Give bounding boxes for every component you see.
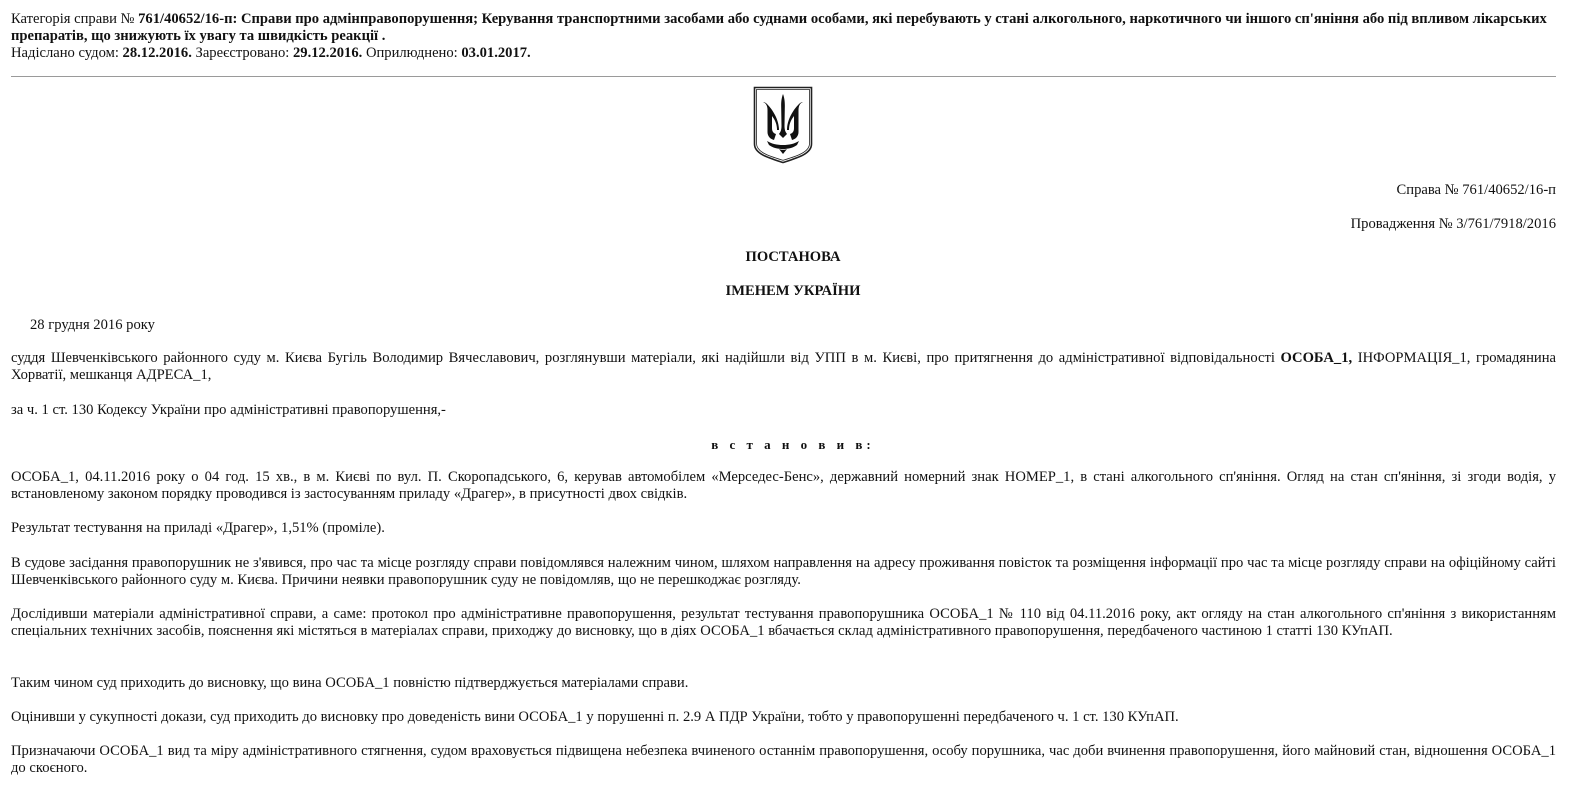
sent-label: Надіслано судом:	[11, 45, 123, 61]
paragraph: Таким чином суд приходить до висновку, що вина ОСОБА_1 повністю підтверджується матеріалами справи.	[11, 675, 689, 691]
paragraph: В судове засідання правопорушник не з'явився, про час та місце розгляду справи повідомлявся належним чином, шляхом направлення на адресу проживання повісток та розміщення інформації про час та місце розгляду справи на офіційному сайті Шевченківського районного суду м. Києва. Причини неявки правопорушник суду не повідомляв, що не перешкоджає розгляду.	[11, 555, 1556, 588]
document-header	[11, 11, 1551, 62]
proceeding-number: Провадження № 3/761/7918/2016	[1350, 216, 1556, 232]
paragraph: Результат тестування на приладі «Драгер», 1,51% (проміле).	[11, 520, 385, 536]
paragraph: ОСОБА_1, 04.11.2016 року о 04 год. 15 хв., в м. Києві по вул. П. Скоропадського, 6, керував автомобілем «Мерседес-Бенс», державний номерний знак НОМЕР_1, в стані алкогольного сп'яніння. Огляд на стан сп'яніння, зі згоди водія, у встановленому законом порядку проводився із застосуванням приладу «Драгер», в присутності двох свідків.	[11, 469, 1556, 502]
decision-subtitle: ІМЕНЕМ УКРАЇНИ	[725, 283, 861, 299]
registered-date: 29.12.2016.	[292, 45, 363, 61]
published-date: 03.01.2017.	[461, 45, 531, 61]
category-description: 761/40652/16-п: Справи про адмінправопорушення; Керування транспортними засобами або суднами особами, які перебувають у стані алкогольного, наркотичного чи іншого сп'яніння або під впливом лікарських препаратів, що знижують їх увагу та швидкість реакції .	[11, 11, 1547, 44]
published-label: Оприлюднено:	[362, 45, 462, 61]
person-name: ОСОБА_1,	[1280, 350, 1353, 366]
registered-label: Зареєстровано:	[191, 45, 293, 61]
decision-date: 28 грудня 2016 року	[30, 317, 155, 333]
sent-date: 28.12.2016.	[122, 45, 192, 61]
intro-text-start: суддя Шевченківського районного суду м. Києва Бугіль Володимир Вячеславович, розглянувши матеріали, які надійшли від УПП в м. Києві, про притягнення до адміністративної відповідальності	[11, 350, 1281, 366]
paragraph: Призначаючи ОСОБА_1 вид та міру адміністративного стягнення, судом враховується підвищена небезпека вчиненого останнім правопорушення, особу порушника, час доби вчинення правопорушення, його майновий стан, відношення ОСОБА_1 до скоєного.	[11, 743, 1556, 776]
header-divider	[11, 76, 1556, 77]
category-prefix: Категорія справи №	[11, 11, 139, 27]
paragraph: Оцінивши у сукупності докази, суд приходить до висновку про доведеність вини ОСОБА_1 у порушенні п. 2.9 А ПДР України, тобто у правопорушенні передбаченого ч. 1 ст. 130 КУпАП.	[11, 709, 1179, 725]
coat-of-arms-icon	[753, 86, 813, 164]
paragraph: Дослідивши матеріали адміністративної справи, а саме: протокол про адміністративне правопорушення, результат тестування правопорушника ОСОБА_1 № 110 від 04.11.2016 року, акт огляду на стан алкогольного сп'яніння з використанням спеціальних технічних засобів, пояснення які містяться в матеріалах справи, приходжу до висновку, що в діях ОСОБА_1 вбачається склад адміністративного правопорушення, передбаченого частиною 1 статті 130 КУпАП.	[11, 606, 1556, 639]
decision-title: ПОСТАНОВА	[745, 249, 841, 265]
intro-text-end: ІНФОРМАЦІЯ_1, громадянина Хорватії, мешканця АДРЕСА_1,	[11, 350, 1556, 383]
intro-paragraph	[11, 350, 1556, 384]
case-number: Справа № 761/40652/16-п	[1396, 182, 1556, 198]
article-line: за ч. 1 ст. 130 Кодексу України про адміністративні правопорушення,-	[11, 402, 446, 418]
established-heading: в с т а н о в и в:	[711, 437, 875, 452]
